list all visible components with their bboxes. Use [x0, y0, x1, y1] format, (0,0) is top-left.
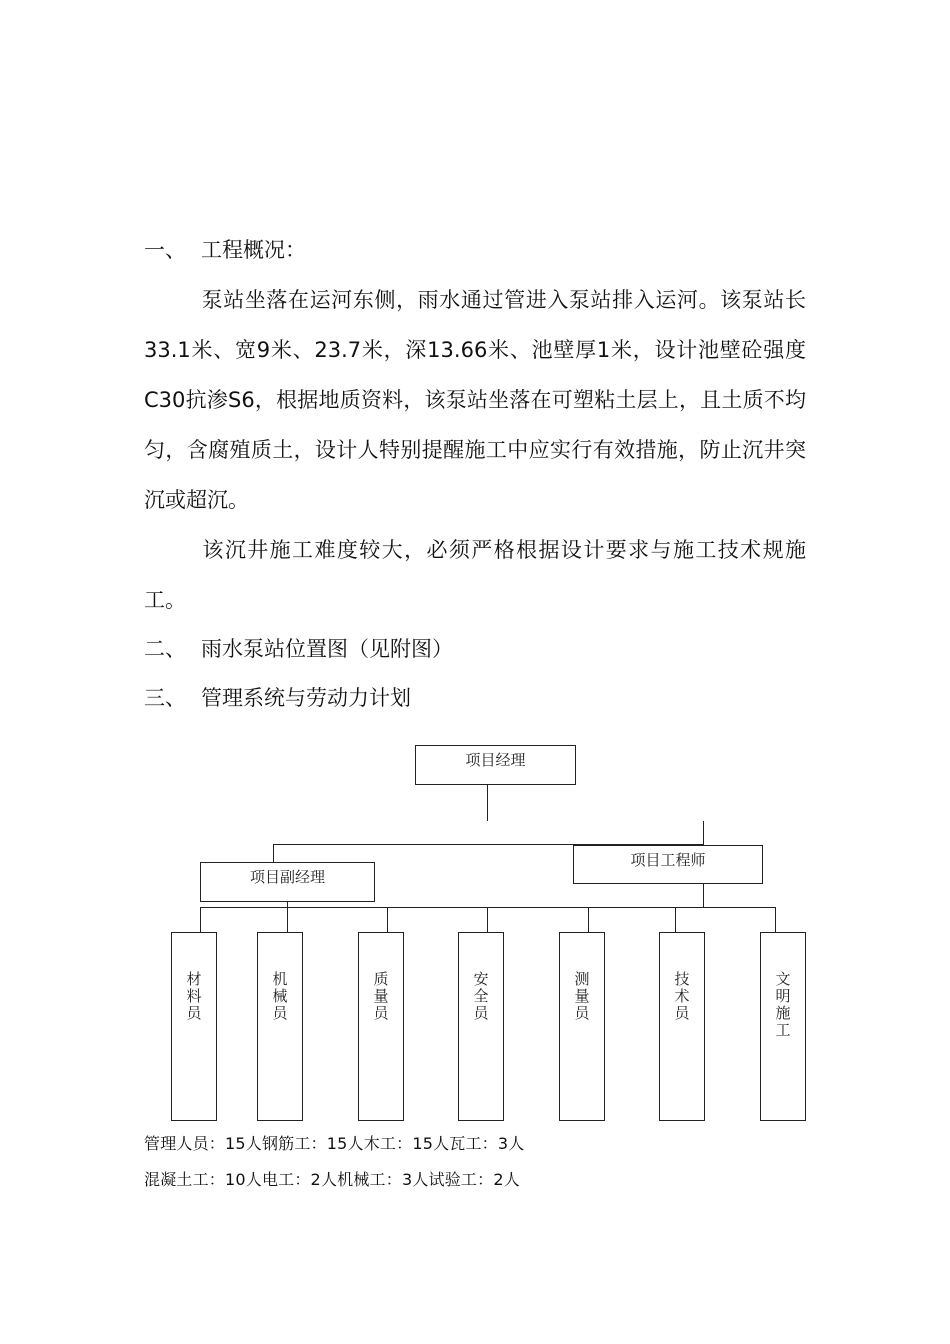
connector-role-1 [200, 907, 201, 933]
difficulty-paragraph [144, 525, 806, 625]
staffing-line-2: 混凝土工：10人电工：2人机械工：3人试验工：2人 [144, 1170, 520, 1189]
section-heading-1 [144, 235, 306, 265]
project-overview-text: 泵站坐落在运河东侧，雨水通过管进入泵站排入运河。该泵站长33.1米、宽9米、23.7米，深13.66米、池壁厚1米，设计池壁砼强度C30抗渗S6，根据地质资料，该泵站坐落在可塑粘土层上，且土质不均匀，含腐殖质土，设计人特别提醒施工中应实行有效措施，防止沉井突沉或超沉。 [144, 288, 806, 512]
project-engineer-box: 项目工程师 [573, 845, 763, 884]
connector-manager-down [487, 784, 488, 821]
connector-deputy-up [273, 844, 274, 863]
section-heading-3 [144, 683, 411, 713]
section-title-1: 工程概况： [201, 238, 306, 262]
connector-engineer-down [703, 883, 704, 908]
staffing-line-1: 管理人员：15人钢筋工：15人木工：15人瓦工：3人 [144, 1134, 525, 1153]
connector-role-7 [775, 907, 776, 933]
project-overview-paragraph [144, 275, 806, 525]
project-manager-box: 项目经理 [415, 745, 576, 785]
section-number-1: 一、 [144, 238, 186, 262]
section-title-2: 雨水泵站位置图（见附图） [201, 637, 453, 661]
connector-role-4 [487, 907, 488, 933]
deputy-manager-box: 项目副经理 [200, 862, 375, 902]
connector-role-5 [588, 907, 589, 933]
connector-role-2 [287, 901, 288, 933]
role-box-surveying: 测量员 [559, 932, 605, 1121]
difficulty-text: 该沉井施工难度较大，必须严格根据设计要求与施工技术规施工。 [144, 538, 806, 612]
connector-role-3 [387, 907, 388, 933]
section-number-2: 二、 [144, 637, 186, 661]
role-box-quality: 质量员 [358, 932, 404, 1121]
role-box-safety: 安全员 [458, 932, 504, 1121]
role-box-materials: 材料员 [171, 932, 217, 1121]
role-box-technical: 技术员 [659, 932, 705, 1121]
role-box-civilized-construction: 文明施工 [760, 932, 806, 1121]
section-title-3: 管理系统与劳动力计划 [201, 686, 411, 710]
section-heading-2 [144, 634, 453, 664]
connector-role-6 [675, 907, 676, 933]
section-number-3: 三、 [144, 686, 186, 710]
connector-engineer-up [703, 821, 704, 845]
role-box-machinery: 机械员 [257, 932, 303, 1121]
